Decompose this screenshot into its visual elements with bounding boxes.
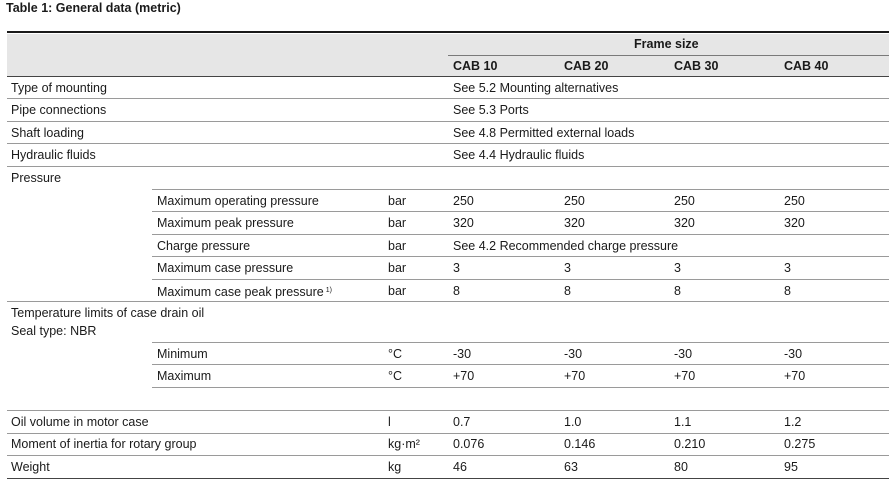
table-cell: See 4.4 Hydraulic fluids bbox=[453, 148, 585, 162]
table-cell: 1.1 bbox=[674, 415, 692, 429]
table-cell: 0.076 bbox=[453, 437, 485, 451]
table-cell: 80 bbox=[674, 460, 688, 474]
table-cell: +70 bbox=[564, 369, 586, 383]
table-cell: 320 bbox=[453, 216, 474, 230]
table-cell: 320 bbox=[564, 216, 585, 230]
row-divider bbox=[7, 121, 889, 122]
table-cell: -30 bbox=[784, 347, 803, 361]
frame-size-header: Frame size bbox=[634, 37, 699, 51]
row-divider bbox=[7, 301, 889, 302]
header-divider bbox=[448, 55, 889, 56]
unit-cell: bar bbox=[388, 284, 407, 298]
unit-cell: bar bbox=[388, 194, 407, 208]
row-divider bbox=[7, 98, 889, 99]
footnote-marker: 1) bbox=[325, 287, 332, 294]
table-cell: 1.2 bbox=[784, 415, 802, 429]
row-label: Maximum peak pressure bbox=[157, 216, 294, 230]
table-title: Table 1: General data (metric) bbox=[6, 1, 181, 15]
table-cell: -30 bbox=[674, 347, 693, 361]
table-cell: -30 bbox=[453, 347, 472, 361]
row-label: Hydraulic fluids bbox=[11, 148, 96, 162]
table-cell: 250 bbox=[453, 194, 474, 208]
table-cell: 250 bbox=[784, 194, 805, 208]
row-divider bbox=[152, 234, 889, 235]
row-divider bbox=[7, 410, 889, 411]
unit-cell: bar bbox=[388, 216, 407, 230]
table-cell: -30 bbox=[564, 347, 583, 361]
table-cell: +70 bbox=[784, 369, 806, 383]
row-label: Charge pressure bbox=[157, 239, 251, 253]
row-label: Shaft loading bbox=[11, 126, 84, 140]
row-sublabel: Seal type: NBR bbox=[11, 324, 97, 338]
unit-cell: kg·m² bbox=[388, 437, 420, 451]
table-cell: 0.146 bbox=[564, 437, 596, 451]
row-label: Temperature limits of case drain oil bbox=[11, 306, 205, 320]
table-cell: 3 bbox=[674, 261, 681, 275]
table-cell: See 4.2 Recommended charge pressure bbox=[453, 239, 679, 253]
table-cell: 63 bbox=[564, 460, 578, 474]
row-divider bbox=[152, 364, 889, 365]
row-divider bbox=[152, 189, 889, 190]
row-label: Weight bbox=[11, 460, 50, 474]
table-cell: +70 bbox=[453, 369, 475, 383]
row-label: Maximum case pressure bbox=[157, 261, 294, 275]
row-label: Oil volume in motor case bbox=[11, 415, 149, 429]
row-divider bbox=[7, 166, 889, 167]
row-label: Maximum bbox=[157, 369, 212, 383]
row-divider bbox=[152, 211, 889, 212]
table-cell: +70 bbox=[674, 369, 696, 383]
table-cell: See 5.3 Ports bbox=[453, 103, 529, 117]
row-label: Maximum operating pressure bbox=[157, 194, 319, 208]
column-header-cab10: CAB 10 bbox=[453, 59, 498, 73]
row-divider bbox=[7, 143, 889, 144]
row-divider bbox=[152, 279, 889, 280]
table-cell: 8 bbox=[784, 284, 791, 298]
column-header-cab20: CAB 20 bbox=[564, 59, 609, 73]
row-label: Moment of inertia for rotary group bbox=[11, 437, 197, 451]
unit-cell: °C bbox=[388, 369, 403, 383]
row-label bbox=[157, 283, 332, 300]
row-label-text: Maximum case peak pressure bbox=[157, 285, 324, 299]
table-cell: 0.7 bbox=[453, 415, 471, 429]
table-cell: 250 bbox=[674, 194, 695, 208]
column-header-cab30: CAB 30 bbox=[674, 59, 719, 73]
row-divider bbox=[152, 256, 889, 257]
unit-cell: bar bbox=[388, 261, 407, 275]
unit-cell: °C bbox=[388, 347, 403, 361]
table-cell: 8 bbox=[674, 284, 681, 298]
table-cell: 8 bbox=[564, 284, 571, 298]
row-label: Type of mounting bbox=[11, 81, 107, 95]
table-cell: 3 bbox=[453, 261, 460, 275]
column-header-cab40: CAB 40 bbox=[784, 59, 829, 73]
row-divider bbox=[152, 342, 889, 343]
table-top-rule bbox=[7, 31, 889, 33]
header-bottom-rule bbox=[7, 76, 889, 77]
table-cell: 95 bbox=[784, 460, 798, 474]
table-cell: 8 bbox=[453, 284, 460, 298]
table-cell: 3 bbox=[784, 261, 791, 275]
table-cell: 1.0 bbox=[564, 415, 582, 429]
table-cell: See 5.2 Mounting alternatives bbox=[453, 81, 619, 95]
table-cell: 0.210 bbox=[674, 437, 706, 451]
table-cell: 3 bbox=[564, 261, 571, 275]
table-bottom-rule bbox=[7, 478, 889, 479]
row-label: Minimum bbox=[157, 347, 208, 361]
table-cell: 0.275 bbox=[784, 437, 816, 451]
unit-cell: bar bbox=[388, 239, 407, 253]
table-cell: 46 bbox=[453, 460, 467, 474]
table-cell: See 4.8 Permitted external loads bbox=[453, 126, 635, 140]
row-label: Pipe connections bbox=[11, 103, 107, 117]
table-cell: 320 bbox=[784, 216, 805, 230]
table-cell: 250 bbox=[564, 194, 585, 208]
row-label: Pressure bbox=[11, 171, 62, 185]
unit-cell: kg bbox=[388, 460, 402, 474]
unit-cell: l bbox=[388, 415, 391, 429]
row-divider bbox=[152, 387, 889, 388]
row-divider bbox=[7, 433, 889, 434]
table-cell: 320 bbox=[674, 216, 695, 230]
row-divider bbox=[7, 455, 889, 456]
